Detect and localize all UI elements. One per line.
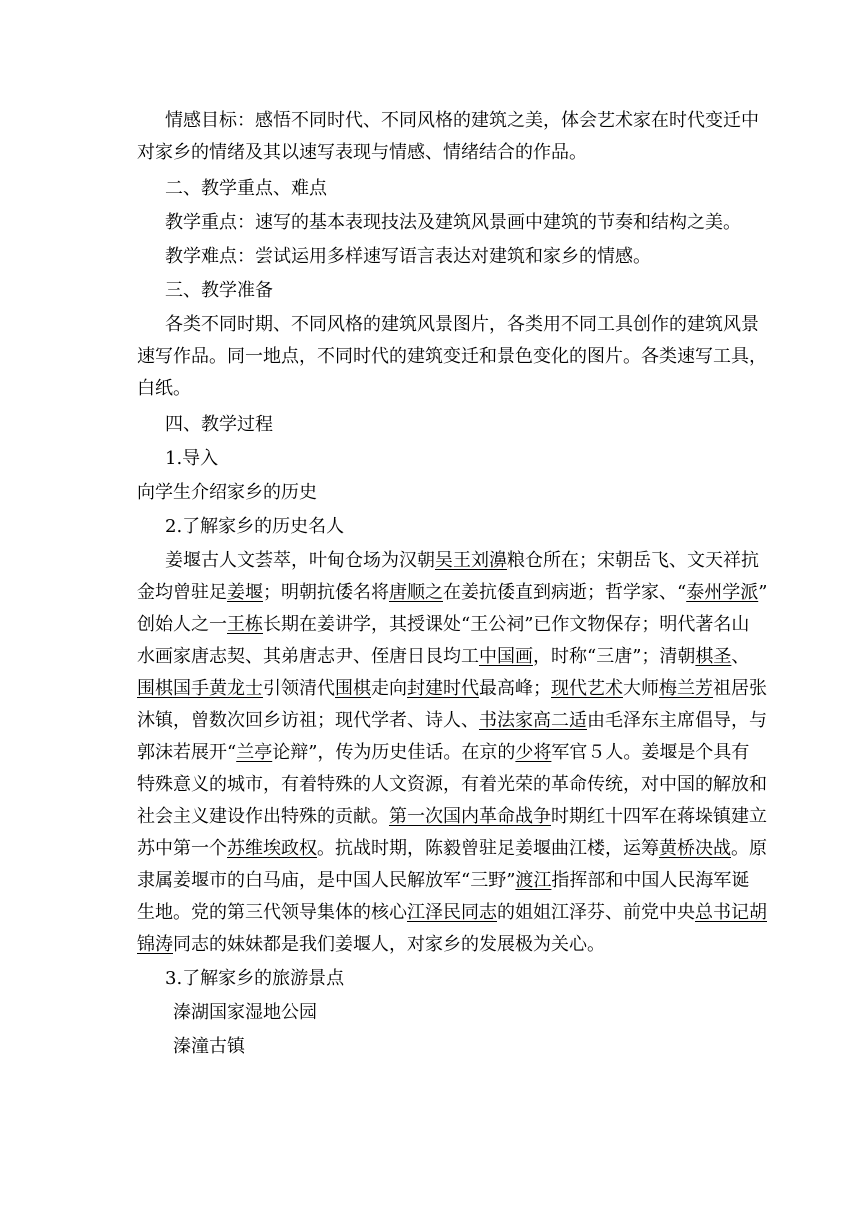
preparation-line-3: 白纸。 bbox=[137, 378, 191, 399]
figures-line-9: 社会主义建设作出特殊的贡献。第一次国内革命战争时期红十四军在蒋垛镇建立 bbox=[137, 806, 767, 827]
section-heading-process: 四、教学过程 bbox=[165, 414, 273, 435]
figures-line-3: 创始人之一王栋长期在姜讲学，其授课处“王公祠”已作文物保存；明代著名山 bbox=[137, 614, 750, 635]
step-historical-figures: 2.了解家乡的历史名人 bbox=[165, 516, 345, 537]
section-heading-preparation: 三、教学准备 bbox=[165, 280, 273, 301]
figures-line-6: 沐镇，曾数次回乡访祖；现代学者、诗人、书法家高二适由毛泽东主席倡导，与 bbox=[137, 710, 767, 731]
term-link[interactable]: 少将 bbox=[515, 742, 552, 763]
term-link[interactable]: 黄龙士 bbox=[209, 678, 263, 699]
term-link[interactable]: 围棋国手 bbox=[137, 678, 209, 699]
term-link[interactable]: 第一次国内革命战争 bbox=[389, 806, 551, 827]
term-link[interactable]: 锦涛 bbox=[137, 934, 173, 955]
term-link[interactable]: 总书记 bbox=[695, 902, 749, 923]
figures-line-1: 姜堰古人文荟萃，叶甸仓场为汉朝吴王刘濞粮仓所在；宋朝岳飞、文天祥抗 bbox=[165, 550, 759, 571]
figures-line-4: 水画家唐志契、其弟唐志尹、侄唐日艮均工中国画，时称“三唐”；清朝棋圣、 bbox=[137, 646, 750, 667]
figures-line-5: 围棋国手黄龙士引领清代围棋走向封建时代最高峰；现代艺术大师梅兰芳祖居张 bbox=[137, 678, 767, 699]
term-link[interactable]: 围棋 bbox=[335, 678, 371, 699]
term-link[interactable]: 胡 bbox=[749, 902, 767, 923]
figures-line-12: 生地。党的第三代领导集体的核心江泽民同志的姐姐江泽芬、前党中央总书记胡 bbox=[137, 902, 767, 923]
term-link[interactable]: 吴王刘濞 bbox=[435, 550, 507, 571]
term-link[interactable]: 唐顺之 bbox=[389, 582, 443, 603]
term-link[interactable]: 姜堰 bbox=[227, 582, 263, 603]
figures-line-10: 苏中第一个苏维埃政权。抗战时期，陈毅曾驻足姜堰曲江楼，运筹黄桥决战。原 bbox=[137, 838, 767, 859]
term-link[interactable]: 梅兰芳 bbox=[659, 678, 713, 699]
term-link[interactable]: 兰亭 bbox=[236, 742, 273, 763]
term-link[interactable]: 中国画 bbox=[479, 646, 533, 667]
spot-qintong-ancient-town: 溱潼古镇 bbox=[173, 1036, 245, 1057]
preparation-line-2: 速写作品。同一地点，不同时代的建筑变迁和景色变化的图片。各类速写工具， bbox=[137, 346, 767, 367]
term-link[interactable]: 渡江 bbox=[515, 870, 552, 891]
term-link[interactable]: 高二适 bbox=[533, 710, 587, 731]
step-introduction: 1.导入 bbox=[165, 448, 219, 469]
step-tourist-spots: 3.了解家乡的旅游景点 bbox=[165, 968, 345, 989]
preparation-line-1: 各类不同时期、不同风格的建筑风景图片，各类用不同工具创作的建筑风景 bbox=[165, 314, 759, 335]
term-link[interactable]: 江泽民同志 bbox=[407, 902, 497, 923]
term-link[interactable]: 现代艺术 bbox=[551, 678, 623, 699]
term-link[interactable]: 棋圣 bbox=[695, 646, 732, 667]
section-heading-key-points: 二、教学重点、难点 bbox=[165, 178, 327, 199]
figures-line-2: 金均曾驻足姜堰；明朝抗倭名将唐顺之在姜抗倭直到病逝；哲学家、“泰州学派” bbox=[137, 582, 768, 603]
emotion-goal-line-1: 情感目标：感悟不同时代、不同风格的建筑之美，体会艺术家在时代变迁中 bbox=[165, 110, 759, 131]
term-link[interactable]: 王栋 bbox=[227, 614, 263, 635]
term-link[interactable]: 黄桥决战 bbox=[659, 838, 731, 859]
figures-line-13: 锦涛同志的妹妹都是我们姜堰人，对家乡的发展极为关心。 bbox=[137, 934, 605, 955]
figures-line-7: 郭沫若展开“兰亭论辩”，传为历史佳话。在京的少将军官５人。姜堰是个具有 bbox=[137, 742, 750, 763]
teaching-focus-line: 教学重点：速写的基本表现技法及建筑风景画中建筑的节奏和结构之美。 bbox=[165, 212, 741, 233]
term-link[interactable]: 封建时代 bbox=[407, 678, 479, 699]
term-link[interactable]: 苏维埃政权 bbox=[227, 838, 317, 859]
figures-line-11: 隶属姜堰市的白马庙，是中国人民解放军“三野”渡江指挥部和中国人民海军诞 bbox=[137, 870, 750, 891]
term-link[interactable]: 书法家 bbox=[479, 710, 533, 731]
figures-line-8: 特殊意义的城市，有着特殊的人文资源，有着光荣的革命传统，对中国的解放和 bbox=[137, 774, 767, 795]
emotion-goal-line-2: 对家乡的情绪及其以速写表现与情感、情绪结合的作品。 bbox=[137, 142, 587, 163]
spot-qinhu-wetland-park: 溱湖国家湿地公园 bbox=[173, 1002, 317, 1023]
teaching-difficulty-line: 教学难点：尝试运用多样速写语言表达对建筑和家乡的情感。 bbox=[165, 246, 651, 267]
introduction-text: 向学生介绍家乡的历史 bbox=[137, 482, 317, 503]
term-link[interactable]: 泰州学派 bbox=[686, 582, 759, 603]
